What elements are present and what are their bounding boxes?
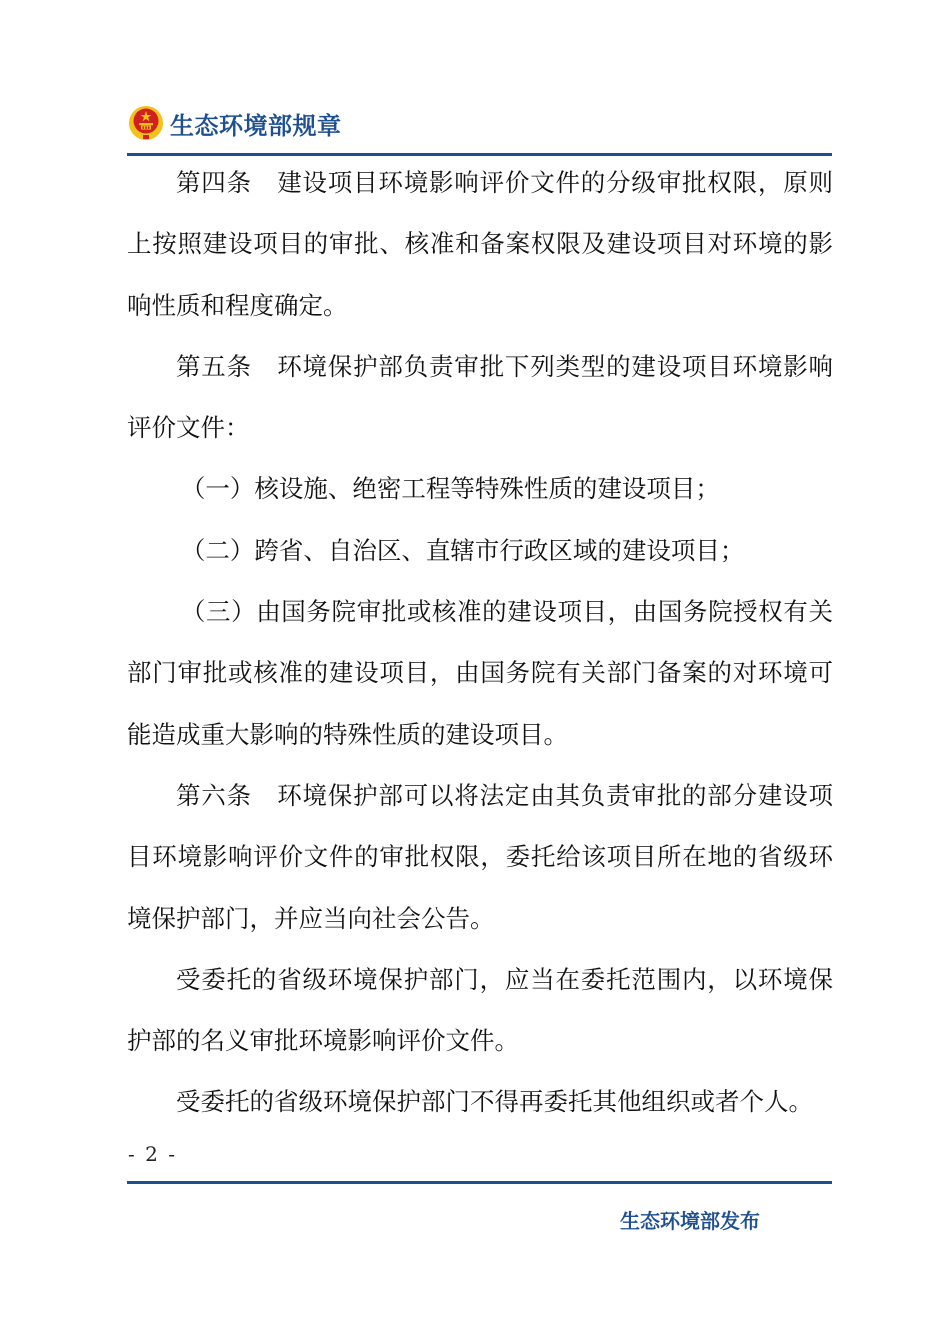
- national-emblem-icon: [128, 105, 164, 141]
- header-title: 生态环境部规章: [170, 111, 342, 140]
- no-subdelegation-paragraph: 受委托的省级环境保护部门不得再委托其他组织或者个人。: [176, 1087, 813, 1117]
- footer-divider: [127, 1181, 832, 1184]
- article-5-paragraph: 第五条 环境保护部负责审批下列类型的建设项目环境影响评价文件：: [127, 351, 833, 443]
- document-header: [128, 100, 342, 146]
- list-item-2: （二）跨省、自治区、直辖市行政区域的建设项目；: [180, 535, 745, 565]
- page-number: - 2 -: [128, 1142, 177, 1166]
- document-body: [127, 152, 833, 1133]
- list-item-1: （一）核设施、绝密工程等特殊性质的建设项目；: [180, 474, 720, 504]
- delegation-paragraph: 受委托的省级环境保护部门，应当在委托范围内，以环境保护部的名义审批环境影响评价文件。: [127, 964, 833, 1056]
- article-6-paragraph: 第六条 环境保护部可以将法定由其负责审批的部分建设项目环境影响评价文件的审批权限，委托给该项目所在地的省级环境保护部门，并应当向社会公告。: [127, 780, 833, 933]
- list-item-3: （三）由国务院审批或核准的建设项目，由国务院授权有关部门审批或核准的建设项目，由国务院有关部门备案的对环境可能造成重大影响的特殊性质的建设项目。: [127, 597, 833, 749]
- article-4-paragraph: 第四条 建设项目环境影响评价文件的分级审批权限，原则上按照建设项目的审批、核准和备案权限及建设项目对环境的影响性质和程度确定。: [127, 168, 833, 320]
- footer-publisher: 生态环境部发布: [620, 1209, 760, 1233]
